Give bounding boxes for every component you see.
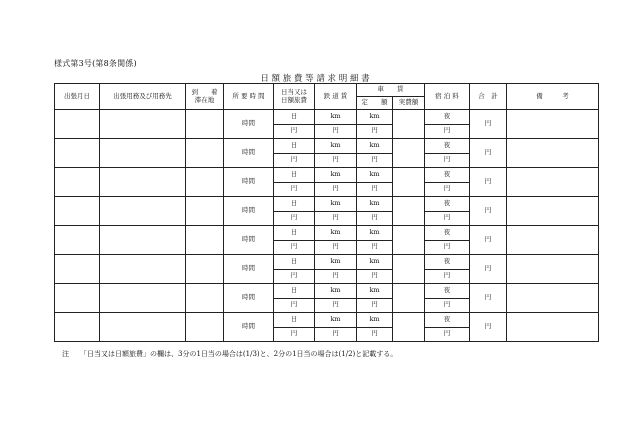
- arrival-cell[interactable]: [186, 197, 224, 226]
- railway-yen-cell[interactable]: 円: [315, 298, 357, 313]
- daily-days-cell[interactable]: 日: [274, 226, 315, 241]
- total-cell[interactable]: 円: [470, 139, 507, 168]
- total-cell[interactable]: 円: [470, 226, 507, 255]
- daily-yen-cell[interactable]: 円: [274, 298, 315, 313]
- business-cell[interactable]: [100, 284, 186, 313]
- entry-row-top: [55, 313, 599, 328]
- lodging-nights-cell[interactable]: 夜: [425, 255, 470, 270]
- railway-yen-cell[interactable]: 円: [315, 182, 357, 197]
- header-total: 合 計: [470, 84, 507, 110]
- car-actual-cell[interactable]: [393, 284, 425, 313]
- lodging-yen-cell[interactable]: 円: [425, 298, 470, 313]
- car-actual-cell[interactable]: [393, 110, 425, 139]
- railway-km-cell[interactable]: km: [315, 139, 357, 154]
- footnote-text: 「日当又は日額旅費」の欄は、3分の1日当の場合は(1/3)と、2分の1日当の場合は(1/2)と記載する。: [80, 350, 398, 358]
- car-fixed-km-cell[interactable]: km: [357, 313, 393, 328]
- header-car-fixed: 定 額: [357, 97, 393, 110]
- total-cell[interactable]: 円: [470, 255, 507, 284]
- daily-days-cell[interactable]: 日: [274, 313, 315, 328]
- arrival-cell[interactable]: [186, 168, 224, 197]
- header-row-top: [55, 84, 599, 97]
- remarks-cell[interactable]: [507, 197, 599, 226]
- business-cell[interactable]: [100, 168, 186, 197]
- remarks-cell[interactable]: [507, 168, 599, 197]
- daily-days-cell[interactable]: 日: [274, 168, 315, 183]
- car-fixed-km-cell[interactable]: km: [357, 168, 393, 183]
- lodging-yen-cell[interactable]: 円: [425, 182, 470, 197]
- lodging-nights-cell[interactable]: 夜: [425, 284, 470, 299]
- table-body: [55, 110, 599, 342]
- arrival-cell[interactable]: [186, 313, 224, 342]
- total-cell[interactable]: 円: [470, 110, 507, 139]
- car-fixed-km-cell[interactable]: km: [357, 197, 393, 212]
- railway-km-cell[interactable]: km: [315, 110, 357, 125]
- form-title: 日 額 旅 費 等 請 求 明 細 書: [260, 74, 370, 84]
- railway-yen-cell[interactable]: 円: [315, 327, 357, 342]
- time-cell[interactable]: 時間: [224, 284, 274, 313]
- car-fixed-km-cell[interactable]: km: [357, 139, 393, 154]
- daily-yen-cell[interactable]: 円: [274, 124, 315, 139]
- car-fixed-yen-cell[interactable]: 円: [357, 153, 393, 168]
- header-date: 出張月日: [55, 84, 100, 110]
- form-number-label: 様式第3号(第8条関係): [54, 59, 137, 68]
- car-fixed-yen-cell[interactable]: 円: [357, 124, 393, 139]
- date-cell[interactable]: [55, 197, 100, 226]
- remarks-cell[interactable]: [507, 226, 599, 255]
- time-cell[interactable]: 時間: [224, 313, 274, 342]
- time-cell[interactable]: 時間: [224, 168, 274, 197]
- header-daily: [274, 84, 315, 110]
- lodging-yen-cell[interactable]: 円: [425, 327, 470, 342]
- car-fixed-yen-cell[interactable]: 円: [357, 298, 393, 313]
- car-fixed-yen-cell[interactable]: 円: [357, 211, 393, 226]
- total-cell[interactable]: 円: [470, 313, 507, 342]
- remarks-cell[interactable]: [507, 255, 599, 284]
- car-actual-cell[interactable]: [393, 197, 425, 226]
- header-time: 所 要 時 間: [224, 84, 274, 110]
- daily-yen-cell[interactable]: 円: [274, 211, 315, 226]
- lodging-nights-cell[interactable]: 夜: [425, 139, 470, 154]
- arrival-cell[interactable]: [186, 284, 224, 313]
- header-car-actual: 実費額: [393, 97, 425, 110]
- car-fixed-yen-cell[interactable]: 円: [357, 240, 393, 255]
- lodging-yen-cell[interactable]: 円: [425, 211, 470, 226]
- daily-yen-cell[interactable]: 円: [274, 240, 315, 255]
- daily-days-cell[interactable]: 日: [274, 284, 315, 299]
- header-daily-line1: 日当又は: [281, 87, 307, 96]
- time-cell[interactable]: 時間: [224, 110, 274, 139]
- total-cell[interactable]: 円: [470, 284, 507, 313]
- time-cell[interactable]: 時間: [224, 139, 274, 168]
- railway-km-cell[interactable]: km: [315, 168, 357, 183]
- remarks-cell[interactable]: [507, 284, 599, 313]
- business-cell[interactable]: [100, 226, 186, 255]
- date-cell[interactable]: [55, 284, 100, 313]
- time-cell[interactable]: 時間: [224, 255, 274, 284]
- railway-yen-cell[interactable]: 円: [315, 124, 357, 139]
- footnote-mark: 注: [62, 350, 69, 358]
- entry-row-top: [55, 110, 599, 125]
- railway-yen-cell[interactable]: 円: [315, 211, 357, 226]
- car-actual-cell[interactable]: [393, 255, 425, 284]
- railway-km-cell[interactable]: km: [315, 226, 357, 241]
- arrival-cell[interactable]: [186, 226, 224, 255]
- railway-km-cell[interactable]: km: [315, 197, 357, 212]
- header-car: 車 賃: [357, 84, 425, 97]
- footnote: [62, 349, 397, 359]
- date-cell[interactable]: [55, 110, 100, 139]
- railway-km-cell[interactable]: km: [315, 255, 357, 270]
- entry-row-top: [55, 226, 599, 241]
- total-cell[interactable]: 円: [470, 168, 507, 197]
- car-fixed-km-cell[interactable]: km: [357, 255, 393, 270]
- daily-days-cell[interactable]: 日: [274, 197, 315, 212]
- lodging-yen-cell[interactable]: 円: [425, 124, 470, 139]
- header-arrival: [186, 84, 224, 110]
- car-fixed-km-cell[interactable]: km: [357, 284, 393, 299]
- expense-table: [54, 83, 599, 342]
- car-fixed-yen-cell[interactable]: 円: [357, 327, 393, 342]
- lodging-yen-cell[interactable]: 円: [425, 269, 470, 284]
- daily-yen-cell[interactable]: 円: [274, 327, 315, 342]
- entry-row-top: [55, 168, 599, 183]
- entry-row-top: [55, 197, 599, 212]
- railway-yen-cell[interactable]: 円: [315, 153, 357, 168]
- business-cell[interactable]: [100, 110, 186, 139]
- time-cell[interactable]: 時間: [224, 197, 274, 226]
- date-cell[interactable]: [55, 313, 100, 342]
- remarks-cell[interactable]: [507, 139, 599, 168]
- railway-yen-cell[interactable]: 円: [315, 240, 357, 255]
- lodging-nights-cell[interactable]: 夜: [425, 197, 470, 212]
- header-lodging: 宿 泊 料: [425, 84, 470, 110]
- car-fixed-yen-cell[interactable]: 円: [357, 182, 393, 197]
- date-cell[interactable]: [55, 226, 100, 255]
- lodging-nights-cell[interactable]: 夜: [425, 110, 470, 125]
- daily-days-cell[interactable]: 日: [274, 255, 315, 270]
- lodging-yen-cell[interactable]: 円: [425, 240, 470, 255]
- car-actual-cell[interactable]: [393, 139, 425, 168]
- header-remarks: 備 考: [507, 84, 599, 110]
- railway-km-cell[interactable]: km: [315, 284, 357, 299]
- daily-yen-cell[interactable]: 円: [274, 153, 315, 168]
- business-cell[interactable]: [100, 139, 186, 168]
- arrival-cell[interactable]: [186, 255, 224, 284]
- railway-km-cell[interactable]: km: [315, 313, 357, 328]
- railway-yen-cell[interactable]: 円: [315, 269, 357, 284]
- date-cell[interactable]: [55, 255, 100, 284]
- entry-row-top: [55, 139, 599, 154]
- remarks-cell[interactable]: [507, 110, 599, 139]
- header-arrival-line2: 滞在地: [194, 95, 215, 104]
- header-railway: 鉄 道 賃: [315, 84, 357, 110]
- car-actual-cell[interactable]: [393, 313, 425, 342]
- car-fixed-km-cell[interactable]: km: [357, 226, 393, 241]
- date-cell[interactable]: [55, 139, 100, 168]
- lodging-nights-cell[interactable]: 夜: [425, 313, 470, 328]
- header-arrival-line1: 到 着: [191, 87, 218, 96]
- daily-days-cell[interactable]: 日: [274, 110, 315, 125]
- header-business: 出張用務及び用務先: [100, 84, 186, 110]
- entry-row-top: [55, 255, 599, 270]
- arrival-cell[interactable]: [186, 139, 224, 168]
- business-cell[interactable]: [100, 255, 186, 284]
- business-cell[interactable]: [100, 313, 186, 342]
- entry-row-top: [55, 284, 599, 299]
- car-fixed-yen-cell[interactable]: 円: [357, 269, 393, 284]
- daily-days-cell[interactable]: 日: [274, 139, 315, 154]
- lodging-yen-cell[interactable]: 円: [425, 153, 470, 168]
- car-fixed-km-cell[interactable]: km: [357, 110, 393, 125]
- arrival-cell[interactable]: [186, 110, 224, 139]
- car-actual-cell[interactable]: [393, 168, 425, 197]
- total-cell[interactable]: 円: [470, 197, 507, 226]
- lodging-nights-cell[interactable]: 夜: [425, 226, 470, 241]
- business-cell[interactable]: [100, 197, 186, 226]
- header-daily-line2: 日額旅費: [281, 95, 307, 104]
- lodging-nights-cell[interactable]: 夜: [425, 168, 470, 183]
- date-cell[interactable]: [55, 168, 100, 197]
- daily-yen-cell[interactable]: 円: [274, 182, 315, 197]
- remarks-cell[interactable]: [507, 313, 599, 342]
- daily-yen-cell[interactable]: 円: [274, 269, 315, 284]
- time-cell[interactable]: 時間: [224, 226, 274, 255]
- car-actual-cell[interactable]: [393, 226, 425, 255]
